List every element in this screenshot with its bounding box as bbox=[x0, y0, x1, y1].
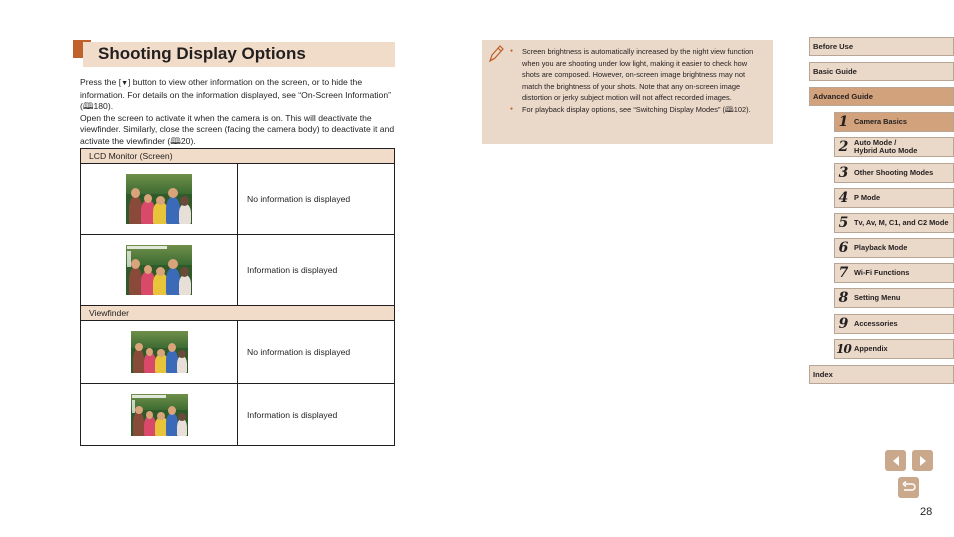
book-icon: 🕮 bbox=[82, 101, 94, 111]
prev-page-button[interactable] bbox=[885, 450, 906, 471]
sidebar-chapter-10[interactable]: 10 Appendix bbox=[834, 339, 954, 359]
table-row bbox=[81, 384, 394, 445]
sidebar-chapter-5[interactable]: 5 Tv, Av, M, C1, and C2 Mode bbox=[834, 213, 954, 233]
sidebar-chapter-1[interactable]: 1 Camera Basics bbox=[834, 112, 954, 132]
page-link-102[interactable]: 102). bbox=[733, 104, 751, 114]
row-description: Information is displayed bbox=[247, 265, 338, 275]
sample-photo bbox=[126, 174, 192, 224]
row-description: Information is displayed bbox=[247, 409, 338, 420]
table-section-header: LCD Monitor (Screen) bbox=[81, 149, 394, 164]
sample-photo bbox=[131, 331, 188, 373]
page-link-180[interactable]: 180). bbox=[93, 101, 114, 111]
intro-paragraph-1: Press the [▼] button to view other information on the screen, or to hide the information. For details on the information displayed, see “On-Screen Information” (🕮180). bbox=[80, 77, 391, 111]
intro-text bbox=[80, 77, 395, 147]
sidebar-chapter-6[interactable]: 6 Playback Mode bbox=[834, 238, 954, 258]
sidebar-chapter-3[interactable]: 3 Other Shooting Modes bbox=[834, 163, 954, 183]
sample-photo-with-info bbox=[131, 394, 188, 436]
note-item: ● For playback display options, see “Switching Display Modes” (🕮102). bbox=[510, 104, 765, 116]
page-number: 28 bbox=[920, 506, 933, 518]
sidebar-chapter-9[interactable]: 9 Accessories bbox=[834, 314, 954, 334]
book-icon: 🕮 bbox=[724, 104, 734, 114]
table-row bbox=[81, 164, 394, 235]
osd-overlay-icon bbox=[127, 246, 167, 249]
prev-page-icon bbox=[890, 455, 902, 467]
sidebar-chapter-2[interactable]: 2 Auto Mode / Hybrid Auto Mode bbox=[834, 137, 954, 157]
sidebar-chapter-8[interactable]: 8 Setting Menu bbox=[834, 288, 954, 308]
return-icon bbox=[901, 481, 916, 494]
next-page-button[interactable] bbox=[912, 450, 933, 471]
osd-overlay-icon bbox=[127, 251, 131, 267]
intro-paragraph-2: Open the screen to activate it when the camera is on. This will deactivate the viewfinder. Similarly, close the screen (facing the camera body) to deactivate it and activate the viewfinder (🕮20). bbox=[80, 112, 395, 146]
table-section-header: Viewfinder bbox=[81, 306, 394, 321]
page-title: Shooting Display Options bbox=[98, 44, 306, 63]
pencil-note-icon bbox=[487, 44, 505, 64]
sidebar-item-basic-guide[interactable]: Basic Guide bbox=[809, 62, 954, 81]
sidebar-item-advanced-guide[interactable]: Advanced Guide bbox=[809, 87, 954, 106]
sidebar-item-before-use[interactable]: Before Use bbox=[809, 37, 954, 56]
table-row bbox=[81, 321, 394, 384]
note-box bbox=[482, 40, 773, 144]
row-description: No information is displayed bbox=[247, 347, 351, 357]
row-description: No information is displayed bbox=[247, 194, 351, 204]
return-button[interactable] bbox=[898, 477, 919, 498]
sidebar-chapter-4[interactable]: 4 P Mode bbox=[834, 188, 954, 208]
next-page-icon bbox=[917, 455, 929, 467]
table-row bbox=[81, 235, 394, 306]
book-icon: 🕮 bbox=[170, 135, 181, 146]
note-list bbox=[510, 46, 765, 116]
down-arrow-icon: ▼ bbox=[121, 80, 129, 87]
osd-overlay-icon bbox=[132, 395, 166, 398]
display-options-table bbox=[80, 148, 395, 446]
note-item: ● Screen brightness is automatically increased by the night view function when you are shooting under low light, making it easier to check how shots are composed. However, on-screen image brightness may not match the brightness of your shots. Note that any on-screen image distortion or jerky subject motion will not affect recorded images. bbox=[510, 46, 765, 104]
sidebar-chapter-7[interactable]: 7 Wi-Fi Functions bbox=[834, 263, 954, 283]
osd-overlay-icon bbox=[132, 400, 135, 413]
sidebar-item-index[interactable]: Index bbox=[809, 365, 954, 384]
sample-photo-with-info bbox=[126, 245, 192, 295]
page-link-20[interactable]: 20). bbox=[180, 135, 196, 146]
